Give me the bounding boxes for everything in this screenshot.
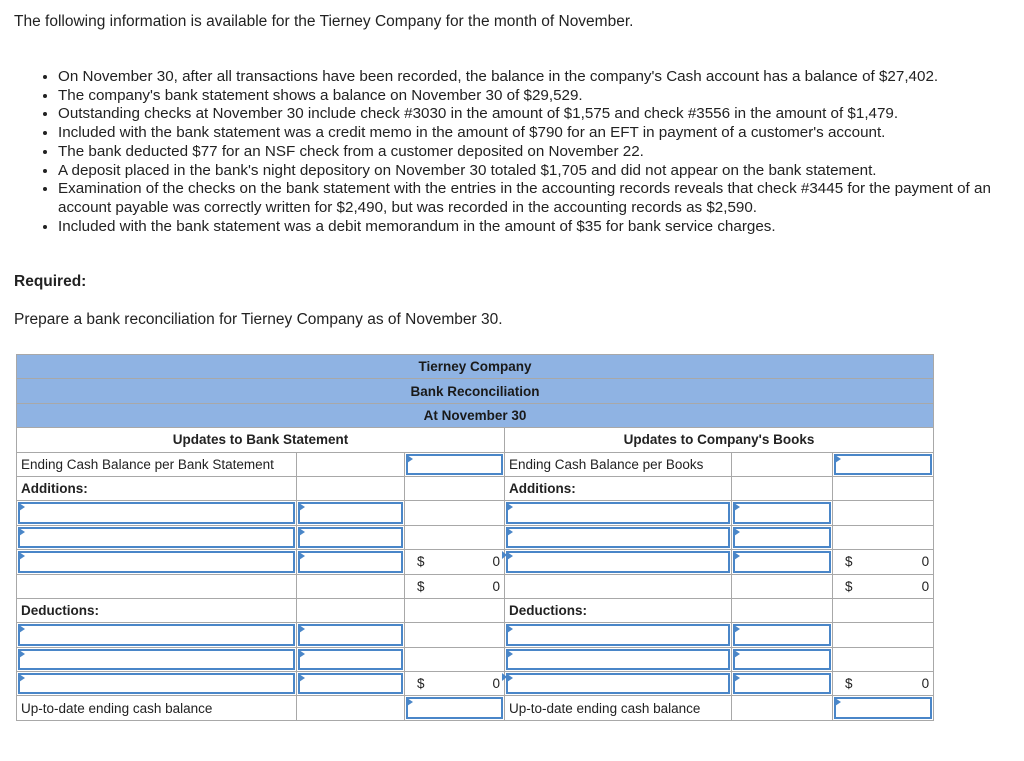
- intro-text: The following information is available for the Tierney Company for the month of November.: [14, 13, 634, 30]
- table-row: [17, 476, 934, 500]
- books-uptodate-label: Up-to-date ending cash balance: [505, 696, 732, 720]
- books-additions-total-value: 0: [921, 554, 930, 570]
- currency-symbol: $: [417, 554, 425, 570]
- books-uptodate-balance-input[interactable]: [836, 699, 930, 716]
- books-ending-label: Ending Cash Balance per Books: [505, 452, 732, 476]
- facts-list: [30, 68, 1024, 236]
- prepare-instructions: Prepare a bank reconciliation for Tierney Company as of November 30.: [14, 311, 503, 328]
- books-addition-1-amount[interactable]: [735, 504, 829, 521]
- books-deductions-total: [833, 672, 934, 696]
- currency-symbol: $: [845, 554, 853, 570]
- bank-deductions-total-value: 0: [492, 676, 500, 692]
- books-addition-2-amount[interactable]: [735, 529, 829, 546]
- list-item: • Included with the bank statement was a debit memorandum in the amount of $35 for bank service charges.: [58, 218, 1024, 237]
- bank-deduction-2-description[interactable]: [20, 651, 293, 668]
- table-row: [17, 598, 934, 622]
- table-row: [17, 574, 934, 598]
- bank-addition-1-description[interactable]: [20, 504, 293, 521]
- bank-deduction-1-description[interactable]: [20, 626, 293, 643]
- table-row: [17, 672, 934, 696]
- table-date: At November 30: [17, 403, 934, 427]
- books-deduction-3-description[interactable]: [508, 675, 728, 692]
- books-adjusted-subtotal-value: 0: [921, 578, 930, 594]
- company-name: Tierney Company: [17, 355, 934, 379]
- bank-section-header: Updates to Bank Statement: [17, 428, 505, 452]
- table-row: [17, 452, 934, 476]
- bank-reconciliation-table: [16, 354, 934, 721]
- table-row: [17, 623, 934, 647]
- books-adjusted-subtotal: [833, 574, 934, 598]
- books-additions-total: [833, 550, 934, 574]
- books-addition-2-description[interactable]: [508, 529, 728, 546]
- bank-adjusted-subtotal-value: 0: [492, 578, 500, 594]
- bank-uptodate-balance-input[interactable]: [408, 699, 501, 716]
- books-deduction-1-description[interactable]: [508, 626, 728, 643]
- bank-deduction-3-amount[interactable]: [300, 675, 401, 692]
- bank-additions-label: Additions:: [17, 476, 297, 500]
- books-additions-label: Additions:: [505, 476, 732, 500]
- bank-additions-total: [405, 550, 505, 574]
- list-item: • A deposit placed in the bank's night depository on November 30 totaled $1,705 and did not appear on the bank statement.: [58, 162, 1024, 181]
- books-deductions-total-value: 0: [921, 676, 930, 692]
- bank-deductions-total: [405, 672, 505, 696]
- books-addition-3-description[interactable]: [508, 553, 728, 570]
- currency-symbol: $: [845, 676, 853, 692]
- bank-deductions-label: Deductions:: [17, 598, 297, 622]
- bank-ending-amount-input[interactable]: [408, 456, 501, 473]
- books-addition-3-amount[interactable]: [735, 553, 829, 570]
- list-item: • Examination of the checks on the bank statement with the entries in the accounting records reveals that check #3445 for the payment of an account payable was correctly written for $2,490, but was recorded in the accounting records as $2,590.: [58, 180, 1024, 217]
- bank-addition-1-amount[interactable]: [300, 504, 401, 521]
- table-row: [17, 647, 934, 671]
- table-title: Bank Reconciliation: [17, 379, 934, 403]
- books-ending-amount-cell: [833, 452, 934, 476]
- bank-adjusted-subtotal: [405, 574, 505, 598]
- books-deductions-label: Deductions:: [505, 598, 732, 622]
- books-deduction-2-amount[interactable]: [735, 651, 829, 668]
- books-deduction-3-amount[interactable]: [735, 675, 829, 692]
- list-item: • Outstanding checks at November 30 include check #3030 in the amount of $1,575 and check #3556 in the amount of $1,479.: [58, 105, 1024, 124]
- books-ending-amount-input[interactable]: [836, 456, 930, 473]
- bank-additions-total-value: 0: [492, 554, 500, 570]
- books-addition-1-description[interactable]: [508, 504, 728, 521]
- table-row: [17, 550, 934, 574]
- list-item: • The bank deducted $77 for an NSF check from a customer deposited on November 22.: [58, 143, 1024, 162]
- currency-symbol: $: [417, 578, 425, 594]
- books-deduction-2-description[interactable]: [508, 651, 728, 668]
- books-deduction-1-amount[interactable]: [735, 626, 829, 643]
- bank-ending-label: Ending Cash Balance per Bank Statement: [17, 452, 297, 476]
- bank-deduction-1-amount[interactable]: [300, 626, 401, 643]
- bank-addition-3-amount[interactable]: [300, 553, 401, 570]
- bank-addition-2-amount[interactable]: [300, 529, 401, 546]
- bank-ending-amount-cell: [405, 452, 505, 476]
- currency-symbol: $: [845, 578, 853, 594]
- bank-addition-2-description[interactable]: [20, 529, 293, 546]
- table-row: [17, 696, 934, 720]
- bank-deduction-3-description[interactable]: [20, 675, 293, 692]
- bank-deduction-2-amount[interactable]: [300, 651, 401, 668]
- bank-addition-3-description[interactable]: [20, 553, 293, 570]
- books-section-header: Updates to Company's Books: [505, 428, 934, 452]
- required-label: Required:: [14, 273, 87, 290]
- bank-uptodate-label: Up-to-date ending cash balance: [17, 696, 297, 720]
- list-item: • On November 30, after all transactions have been recorded, the balance in the company's Cash account has a balance of $27,402.: [58, 68, 1024, 87]
- table-row: [17, 525, 934, 549]
- currency-symbol: $: [417, 676, 425, 692]
- table-row: [17, 501, 934, 525]
- list-item: • The company's bank statement shows a balance on November 30 of $29,529.: [58, 87, 1024, 106]
- list-item: • Included with the bank statement was a credit memo in the amount of $790 for an EFT in payment of a customer's account.: [58, 124, 1024, 143]
